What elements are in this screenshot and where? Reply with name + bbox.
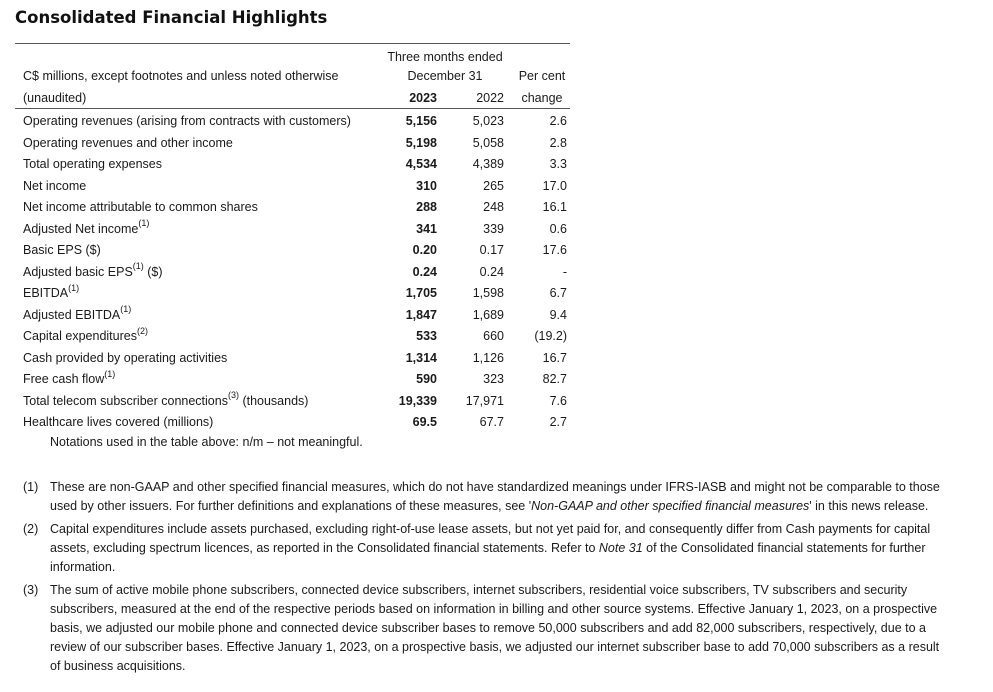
- financial-table-body: [23, 111, 573, 434]
- value-2023: 341: [416, 221, 437, 236]
- row-label: [23, 412, 213, 434]
- row-label-text: Net income attributable to common shares: [23, 200, 258, 214]
- row-label: [23, 326, 148, 348]
- header-unaudited: (unaudited): [23, 91, 87, 105]
- header-year-2022: 2022: [476, 91, 504, 105]
- notation-text: Notations used in the table above: n/m – not meaningful.: [50, 435, 363, 449]
- footnotes: [23, 478, 943, 680]
- header-units: C$ millions, except footnotes and unless noted otherwise: [23, 69, 339, 83]
- footnote: [23, 520, 943, 577]
- footnote: [23, 478, 943, 516]
- row-label: [23, 154, 162, 176]
- value-2022: 323: [483, 372, 504, 386]
- row-label-text: Operating revenues and other income: [23, 135, 233, 150]
- row-label-text: EBITDA: [23, 286, 69, 300]
- value-2022: 1,689: [472, 307, 504, 322]
- table-row: [23, 283, 573, 305]
- table-row: [23, 326, 573, 348]
- value-2023: 0.24: [412, 264, 437, 279]
- value-2022: 248: [483, 200, 504, 214]
- table-row: [23, 369, 573, 391]
- header-rule: [15, 108, 570, 109]
- header-change: change: [521, 91, 563, 105]
- row-label-text: Net income: [23, 178, 87, 193]
- row-footnote-ref: (1): [138, 218, 150, 229]
- table-row: [23, 305, 573, 327]
- row-label-text: Capital expenditures: [23, 329, 137, 343]
- row-label-text: Total operating expenses: [23, 157, 162, 171]
- table-row: [23, 391, 573, 413]
- value-2022: 0.24: [479, 264, 504, 279]
- row-footnote-ref: (1): [132, 261, 144, 272]
- value-2022: 4,389: [472, 157, 504, 171]
- row-footnote-ref: (2): [136, 325, 148, 336]
- row-label-text: Cash provided by operating activities: [23, 350, 228, 365]
- row-label-text: Free cash flow: [23, 372, 105, 386]
- footnote-italic-ref: Note 31: [598, 541, 643, 555]
- value-change: 16.1: [542, 200, 567, 214]
- header-december: December 31: [407, 69, 483, 83]
- value-2023: 590: [416, 372, 437, 386]
- value-2023: 19,339: [398, 393, 437, 408]
- value-2022: 339: [483, 221, 504, 236]
- value-2023: 69.5: [412, 415, 437, 429]
- header-three-months: Three months ended: [387, 50, 503, 64]
- footnote-text: These are non-GAAP and other specified financial measures, which do not have standardized meanings under IFRS-IASB and might not be comparable to those used by other issuers. For further definitions and explanations of these measures, see ': [50, 480, 940, 513]
- footnote-number: (1): [23, 480, 39, 494]
- table-row: [23, 240, 573, 262]
- row-label: [23, 283, 79, 305]
- value-change: 17.0: [542, 178, 567, 193]
- value-2023: 4,534: [405, 157, 437, 171]
- value-change: 2.7: [549, 415, 567, 429]
- value-change: 0.6: [549, 221, 567, 236]
- row-label-text: Basic EPS ($): [23, 243, 101, 257]
- row-footnote-ref: (1): [104, 368, 116, 379]
- value-change: 9.4: [549, 307, 567, 322]
- value-2023: 5,198: [405, 135, 437, 150]
- page-title: Consolidated Financial Highlights: [15, 8, 328, 27]
- value-2022: 5,058: [472, 135, 504, 150]
- row-label: [23, 305, 131, 327]
- header-per-cent: Per cent: [518, 69, 566, 83]
- footnote-text-cont: of the Consolidated financial statements for further information.: [50, 541, 926, 574]
- value-2022: 265: [483, 178, 504, 193]
- row-label-suffix: ($): [143, 264, 163, 279]
- table-row: [23, 154, 573, 176]
- value-change: 16.7: [542, 350, 567, 365]
- row-label: [23, 240, 101, 262]
- header-year-2023: 2023: [409, 91, 437, 105]
- value-2023: 5,156: [405, 114, 437, 128]
- row-label-suffix: (thousands): [238, 393, 309, 408]
- value-change: 17.6: [542, 243, 567, 257]
- row-footnote-ref: (1): [68, 282, 80, 293]
- value-2023: 533: [416, 329, 437, 343]
- value-2022: 67.7: [479, 415, 504, 429]
- row-label-text: Adjusted EBITDA: [23, 307, 121, 322]
- row-label: [23, 348, 227, 370]
- row-label-text: Total telecom subscriber connections: [23, 393, 228, 408]
- value-2023: 1,705: [405, 286, 437, 300]
- value-change: 2.6: [549, 114, 567, 128]
- value-2022: 660: [483, 329, 504, 343]
- row-label-text: Adjusted basic EPS: [23, 264, 133, 279]
- table-top-rule: [15, 43, 570, 44]
- row-label: [23, 197, 258, 219]
- row-label: [23, 262, 163, 284]
- value-2022: 17,971: [465, 393, 504, 408]
- row-label: [23, 111, 351, 133]
- value-2022: 1,598: [472, 286, 504, 300]
- value-2023: 0.20: [412, 243, 437, 257]
- footnote-text: Capital expenditures include assets purchased, excluding right-of-use lease assets, but not yet paid for, and consequently differ from Cash payments for capital assets, excluding spectrum licences, as reported in the Consolidated financial statements. Refer to: [50, 522, 931, 555]
- footnote: [23, 581, 943, 676]
- row-label: [23, 369, 115, 391]
- footnote-number: (2): [23, 522, 39, 536]
- value-change: 6.7: [549, 286, 567, 300]
- footnote-text: The sum of active mobile phone subscribers, connected device subscribers, internet subscribers, residential voice subscribers, TV subscribers and security subscribers, measured at the end of the respective periods based on information in billing and other source systems. Effective January 1, 2023, on a prospective basis, we adjusted our mobile phone and connected device subscriber bases to remove 50,000 subscribers and add 82,000 subscribers, respectively, due to a review of our subscriber bases. Effective January 1, 2023, on a prospective basis, we adjusted our internet subscriber base to add 70,000 subscribers as a result of business acquisitions.: [50, 583, 940, 673]
- footnote-number: (3): [23, 583, 39, 597]
- value-2022: 1,126: [472, 350, 504, 365]
- value-change: 2.8: [549, 135, 567, 150]
- row-label-text: Adjusted Net income: [23, 221, 139, 236]
- value-2022: 0.17: [479, 243, 504, 257]
- row-label: [23, 176, 86, 198]
- value-change: 7.6: [549, 393, 567, 408]
- row-label: [23, 219, 149, 241]
- row-label: [23, 133, 233, 155]
- value-2022: 5,023: [472, 114, 504, 128]
- value-change: 82.7: [542, 372, 567, 386]
- table-row: [23, 219, 573, 241]
- row-footnote-ref: (3): [227, 390, 239, 401]
- value-change: 3.3: [549, 157, 567, 171]
- table-row: [23, 412, 573, 434]
- value-change: (19.2): [534, 329, 567, 343]
- table-row: [23, 197, 573, 219]
- row-label-text: Healthcare lives covered (millions): [23, 415, 214, 429]
- footnote-text-cont: ' in this news release.: [809, 499, 929, 513]
- table-row: [23, 348, 573, 370]
- row-label-text: Operating revenues (arising from contracts with customers): [23, 114, 351, 128]
- value-2023: 1,314: [405, 350, 437, 365]
- value-2023: 310: [416, 178, 437, 193]
- value-change: -: [562, 264, 567, 279]
- table-row: [23, 262, 573, 284]
- table-row: [23, 133, 573, 155]
- row-label: [23, 391, 308, 413]
- value-2023: 1,847: [405, 307, 437, 322]
- footnote-italic-ref: Non-GAAP and other specified financial measures: [531, 499, 810, 513]
- table-row: [23, 111, 573, 133]
- table-row: [23, 176, 573, 198]
- value-2023: 288: [416, 200, 437, 214]
- row-footnote-ref: (1): [120, 304, 132, 315]
